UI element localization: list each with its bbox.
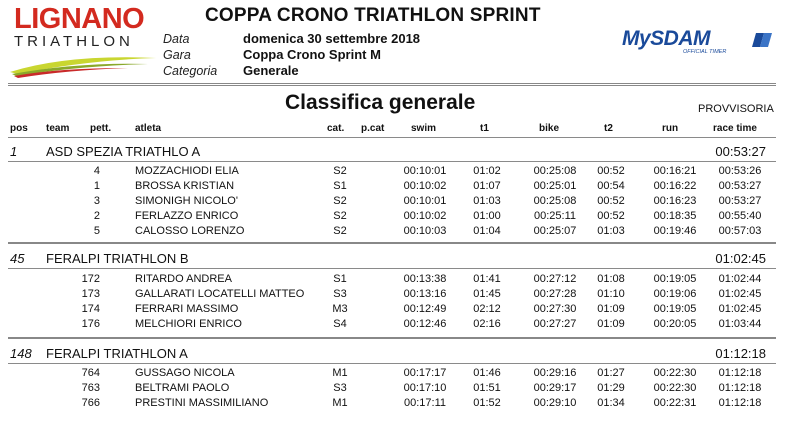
athlete-race-time: 01:02:45 — [718, 288, 762, 300]
athlete-race-time: 00:57:03 — [718, 225, 762, 237]
athlete-swim: 00:10:02 — [403, 180, 447, 192]
athlete-cat: S4 — [333, 318, 347, 330]
athlete-t2: 01:29 — [597, 382, 625, 394]
timer-logo: MySDAM — [622, 27, 711, 50]
athlete-row — [0, 303, 788, 318]
team-divider — [8, 161, 776, 162]
athlete-row — [0, 318, 788, 333]
athlete-bike: 00:25:11 — [533, 210, 576, 222]
athlete-run: 00:22:30 — [653, 367, 697, 379]
athlete-t1: 01:03 — [473, 195, 501, 207]
athlete-swim: 00:10:01 — [403, 195, 447, 207]
team-time: 01:02:45 — [715, 251, 766, 266]
athlete-cat: S2 — [333, 165, 347, 177]
athlete-t1: 01:45 — [473, 288, 501, 300]
team-separator — [8, 242, 776, 244]
athlete-bike: 00:27:30 — [533, 303, 577, 315]
athlete-row — [0, 225, 788, 240]
athlete-name: BROSSA KRISTIAN — [135, 180, 235, 192]
meta-value-race: Coppa Crono Sprint M — [243, 47, 381, 62]
athlete-t1: 02:16 — [473, 318, 501, 330]
athlete-name: PRESTINI MASSIMILIANO — [135, 397, 269, 409]
athlete-cat: S2 — [333, 225, 347, 237]
athlete-t2: 01:34 — [597, 397, 625, 409]
athlete-t2: 01:08 — [597, 273, 625, 285]
athlete-bike: 00:25:01 — [533, 180, 577, 192]
athlete-t1: 02:12 — [473, 303, 501, 315]
athlete-pett: 763 — [81, 382, 100, 394]
athlete-name: SIMONIGH NICOLO' — [135, 195, 238, 207]
athlete-race-time: 01:12:18 — [718, 367, 762, 379]
athlete-pett: 764 — [81, 367, 100, 379]
athlete-run: 00:18:35 — [653, 210, 697, 222]
athlete-row — [0, 210, 788, 225]
athlete-t2: 01:10 — [597, 288, 625, 300]
athlete-row — [0, 397, 788, 412]
col-header-team: team — [46, 123, 70, 134]
athlete-name: RITARDO ANDREA — [135, 273, 232, 285]
logo-lignano: LIGNANO — [14, 3, 145, 35]
team-divider — [8, 363, 776, 364]
athlete-run: 00:16:22 — [653, 180, 697, 192]
team-time: 01:12:18 — [715, 346, 766, 361]
athlete-row — [0, 273, 788, 288]
athlete-race-time: 01:02:44 — [718, 273, 762, 285]
meta-label-date: Data — [163, 32, 190, 46]
athlete-swim: 00:10:02 — [403, 210, 447, 222]
athlete-pett: 3 — [93, 195, 100, 207]
athlete-cat: S1 — [333, 273, 347, 285]
athlete-name: MELCHIORI ENRICO — [135, 318, 242, 330]
athlete-bike: 00:29:17 — [533, 382, 577, 394]
athlete-bike: 00:27:28 — [533, 288, 577, 300]
athlete-row — [0, 180, 788, 195]
athlete-cat: S3 — [333, 382, 347, 394]
athlete-bike: 00:25:08 — [533, 195, 577, 207]
athlete-t1: 01:41 — [473, 273, 501, 285]
athlete-name: MOZZACHIODI ELIA — [135, 165, 239, 177]
athlete-swim: 00:10:03 — [403, 225, 447, 237]
col-header-t2: t2 — [604, 123, 613, 134]
meta-value-category: Generale — [243, 63, 299, 78]
athlete-swim: 00:13:38 — [403, 273, 447, 285]
athlete-name: GUSSAGO NICOLA — [135, 367, 235, 379]
logo-triathlon: TRIATHLON — [14, 33, 134, 50]
team-position: 1 — [10, 144, 18, 159]
athlete-name: FERRARI MASSIMO — [135, 303, 239, 315]
athlete-t2: 01:03 — [597, 225, 625, 237]
athlete-cat: S1 — [333, 180, 347, 192]
team-separator — [8, 337, 776, 339]
athlete-pett: 5 — [93, 225, 100, 237]
athlete-bike: 00:27:12 — [533, 273, 577, 285]
col-header-race: race time — [713, 123, 757, 134]
athlete-cat: M1 — [332, 397, 348, 409]
athlete-swim: 00:17:11 — [403, 397, 446, 409]
col-header-swim: swim — [411, 123, 437, 134]
athlete-cat: S2 — [333, 210, 347, 222]
athlete-run: 00:16:21 — [653, 165, 697, 177]
timer-logo-mark-icon — [752, 31, 772, 49]
col-header-pcat: p.cat — [361, 123, 385, 134]
athlete-race-time: 00:55:40 — [718, 210, 762, 222]
athlete-swim: 00:12:49 — [403, 303, 447, 315]
col-header-cat: cat. — [327, 123, 345, 134]
athlete-pett: 174 — [81, 303, 100, 315]
athlete-name: GALLARATI LOCATELLI MATTEO — [135, 288, 305, 300]
athlete-t1: 01:00 — [473, 210, 501, 222]
athlete-t2: 00:52 — [597, 195, 625, 207]
athlete-t1: 01:51 — [473, 382, 501, 394]
col-header-bike: bike — [539, 123, 560, 134]
athlete-bike: 00:25:08 — [533, 165, 577, 177]
athlete-run: 00:22:30 — [653, 382, 697, 394]
classifica-title: Classifica generale — [285, 91, 476, 114]
athlete-pett: 176 — [81, 318, 100, 330]
team-time: 00:53:27 — [715, 144, 766, 159]
athlete-pett: 766 — [81, 397, 100, 409]
athlete-pett: 4 — [93, 165, 100, 177]
athlete-race-time: 00:53:26 — [718, 165, 762, 177]
athlete-swim: 00:17:17 — [403, 367, 447, 379]
team-name: FERALPI TRIATHLON A — [46, 346, 188, 361]
logo-swoosh-icon — [8, 50, 158, 78]
athlete-cat: M1 — [332, 367, 348, 379]
table-header-divider — [8, 137, 776, 138]
athlete-t2: 00:54 — [597, 180, 625, 192]
athlete-race-time: 00:53:27 — [718, 180, 762, 192]
page-title: COPPA CRONO TRIATHLON SPRINT — [205, 5, 541, 26]
athlete-row — [0, 367, 788, 382]
athlete-t2: 01:09 — [597, 318, 625, 330]
athlete-run: 00:22:31 — [653, 397, 697, 409]
athlete-race-time: 00:53:27 — [718, 195, 762, 207]
athlete-bike: 00:29:10 — [533, 397, 577, 409]
team-position: 148 — [10, 346, 32, 361]
athlete-run: 00:19:05 — [653, 273, 697, 285]
col-header-pos: pos — [10, 123, 28, 134]
athlete-pett: 172 — [81, 273, 100, 285]
team-name: FERALPI TRIATHLON B — [46, 251, 189, 266]
athlete-row — [0, 165, 788, 180]
athlete-name: BELTRAMI PAOLO — [135, 382, 230, 394]
athlete-bike: 00:27:27 — [533, 318, 577, 330]
col-header-atleta: atleta — [135, 123, 162, 134]
athlete-swim: 00:13:16 — [403, 288, 447, 300]
athlete-bike: 00:29:16 — [533, 367, 577, 379]
athlete-cat: M3 — [332, 303, 348, 315]
athlete-race-time: 01:03:44 — [718, 318, 762, 330]
athlete-t2: 00:52 — [597, 210, 625, 222]
athlete-run: 00:19:46 — [653, 225, 697, 237]
col-header-pett: pett. — [90, 123, 112, 134]
team-divider — [8, 268, 776, 269]
athlete-t1: 01:46 — [473, 367, 501, 379]
athlete-cat: S3 — [333, 288, 347, 300]
athlete-row — [0, 195, 788, 210]
athlete-t1: 01:02 — [473, 165, 501, 177]
athlete-t2: 01:09 — [597, 303, 625, 315]
meta-label-race: Gara — [163, 48, 191, 62]
athlete-name: CALOSSO LORENZO — [135, 225, 245, 237]
timer-logo-subtitle: OFFICIAL TIMER — [683, 49, 727, 55]
athlete-pett: 173 — [81, 288, 100, 300]
athlete-swim: 00:10:01 — [403, 165, 447, 177]
athlete-run: 00:19:05 — [653, 303, 697, 315]
athlete-row — [0, 382, 788, 397]
athlete-swim: 00:12:46 — [403, 318, 447, 330]
athlete-t2: 01:27 — [597, 367, 625, 379]
athlete-row — [0, 288, 788, 303]
athlete-bike: 00:25:07 — [533, 225, 577, 237]
team-name: ASD SPEZIA TRIATHLO A — [46, 144, 201, 159]
athlete-t1: 01:52 — [473, 397, 501, 409]
athlete-t2: 00:52 — [597, 165, 625, 177]
athlete-race-time: 01:02:45 — [718, 303, 762, 315]
athlete-name: FERLAZZO ENRICO — [135, 210, 239, 222]
status-badge: PROVVISORIA — [698, 103, 774, 115]
meta-label-category: Categoria — [163, 64, 218, 78]
athlete-race-time: 01:12:18 — [718, 397, 762, 409]
team-position: 45 — [10, 251, 25, 266]
athlete-race-time: 01:12:18 — [718, 382, 762, 394]
athlete-run: 00:19:06 — [653, 288, 697, 300]
col-header-t1: t1 — [480, 123, 489, 134]
athlete-pett: 2 — [93, 210, 100, 222]
athlete-cat: S2 — [333, 195, 347, 207]
athlete-t1: 01:07 — [473, 180, 501, 192]
athlete-swim: 00:17:10 — [403, 382, 447, 394]
athlete-run: 00:16:23 — [653, 195, 697, 207]
col-header-run: run — [662, 123, 679, 134]
athlete-t1: 01:04 — [473, 225, 501, 237]
athlete-run: 00:20:05 — [653, 318, 697, 330]
meta-value-date: domenica 30 settembre 2018 — [243, 31, 421, 46]
athlete-pett: 1 — [93, 180, 100, 192]
header-divider — [8, 83, 776, 86]
